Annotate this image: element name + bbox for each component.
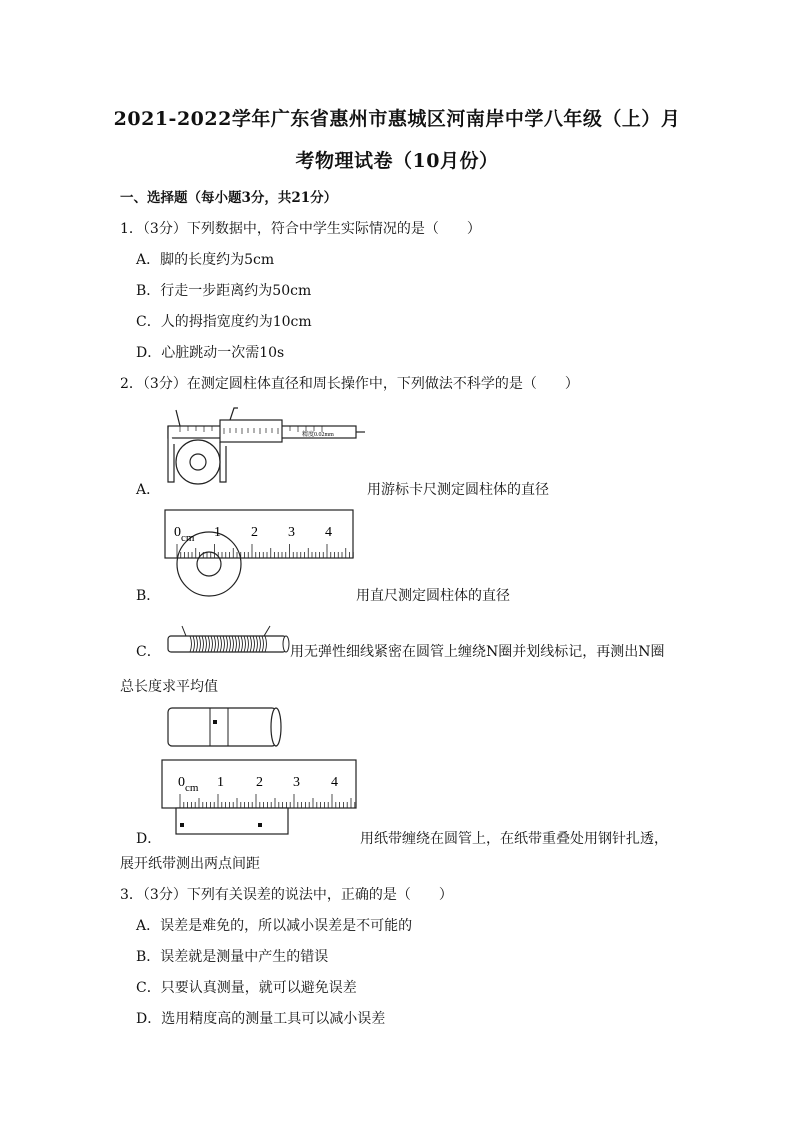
question-2-option-b-caption: 用直尺测定圆柱体的直径 <box>356 588 510 604</box>
question-1-option-a: A．脚的长度约为5cm <box>136 252 275 268</box>
question-2-option-c-caption: 用无弹性细线紧密在圆管上缠绕N圈并划线标记，再测出N圈 <box>290 644 665 660</box>
coiled-tube-figure <box>166 624 292 664</box>
question-2-option-c-label: C． <box>136 644 161 660</box>
question-2-option-d-caption-cont: 展开纸带测出两点间距 <box>120 856 260 872</box>
ruler-disc-figure <box>163 508 363 598</box>
ruler-b-tick-3: 3 <box>288 525 295 540</box>
exam-title-line-2: 考物理试卷（10月份） <box>295 150 499 172</box>
question-1-option-b: B．行走一步距离约为50cm <box>136 283 312 299</box>
ruler-d-tick-4: 4 <box>331 775 338 790</box>
question-2-option-b-label: B． <box>136 588 161 604</box>
question-1-option-d: D．心脏跳动一次需10s <box>136 345 285 361</box>
ruler-b-tick-1: 1 <box>214 525 221 540</box>
question-3-stem: 3．（3分）下列有关误差的说法中，正确的是（ ） <box>120 887 453 903</box>
ruler-d-unit: cm <box>185 782 199 794</box>
question-2-option-c-caption-cont: 总长度求平均值 <box>120 679 218 695</box>
tube-paper-strip-figure <box>160 704 364 840</box>
question-2-option-a-label: A． <box>136 482 161 498</box>
ruler-b-tick-2: 2 <box>251 525 258 540</box>
caliper-figure <box>160 404 370 484</box>
ruler-d-tick-2: 2 <box>256 775 263 790</box>
question-1-stem: 1．（3分）下列数据中，符合中学生实际情况的是（ ） <box>120 221 481 237</box>
ruler-d-tick-3: 3 <box>293 775 300 790</box>
section-heading: 一、选择题（每小题3分，共21分） <box>120 190 338 206</box>
question-3-option-c: C．只要认真测量，就可以避免误差 <box>136 980 357 996</box>
question-2-stem: 2．（3分）在测定圆柱体直径和周长操作中，下列做法不科学的是（ ） <box>120 376 579 392</box>
exam-title-line-1: 2021-2022学年广东省惠州市惠城区河南岸中学八年级（上）月 <box>113 108 681 130</box>
ruler-d-tick-0: 0 <box>178 775 185 790</box>
question-2-option-d-label: D． <box>136 831 162 847</box>
ruler-d-tick-1: 1 <box>217 775 224 790</box>
caliper-scale-label: 精度0.02mm <box>302 432 334 438</box>
question-3-option-a: A．误差是难免的，所以减小误差是不可能的 <box>136 918 413 934</box>
question-3-option-d: D．选用精度高的测量工具可以减小误差 <box>136 1011 386 1027</box>
question-2-option-a-caption: 用游标卡尺测定圆柱体的直径 <box>367 482 549 498</box>
question-1-option-c: C．人的拇指宽度约为10cm <box>136 314 312 330</box>
question-2-option-d-caption: 用纸带缠绕在圆管上，在纸带重叠处用钢针扎透， <box>360 831 668 847</box>
ruler-b-tick-4: 4 <box>325 525 332 540</box>
ruler-b-unit: cm <box>181 532 195 544</box>
ruler-b-tick-0: 0 <box>174 525 181 540</box>
question-3-option-b: B．误差就是测量中产生的错误 <box>136 949 329 965</box>
